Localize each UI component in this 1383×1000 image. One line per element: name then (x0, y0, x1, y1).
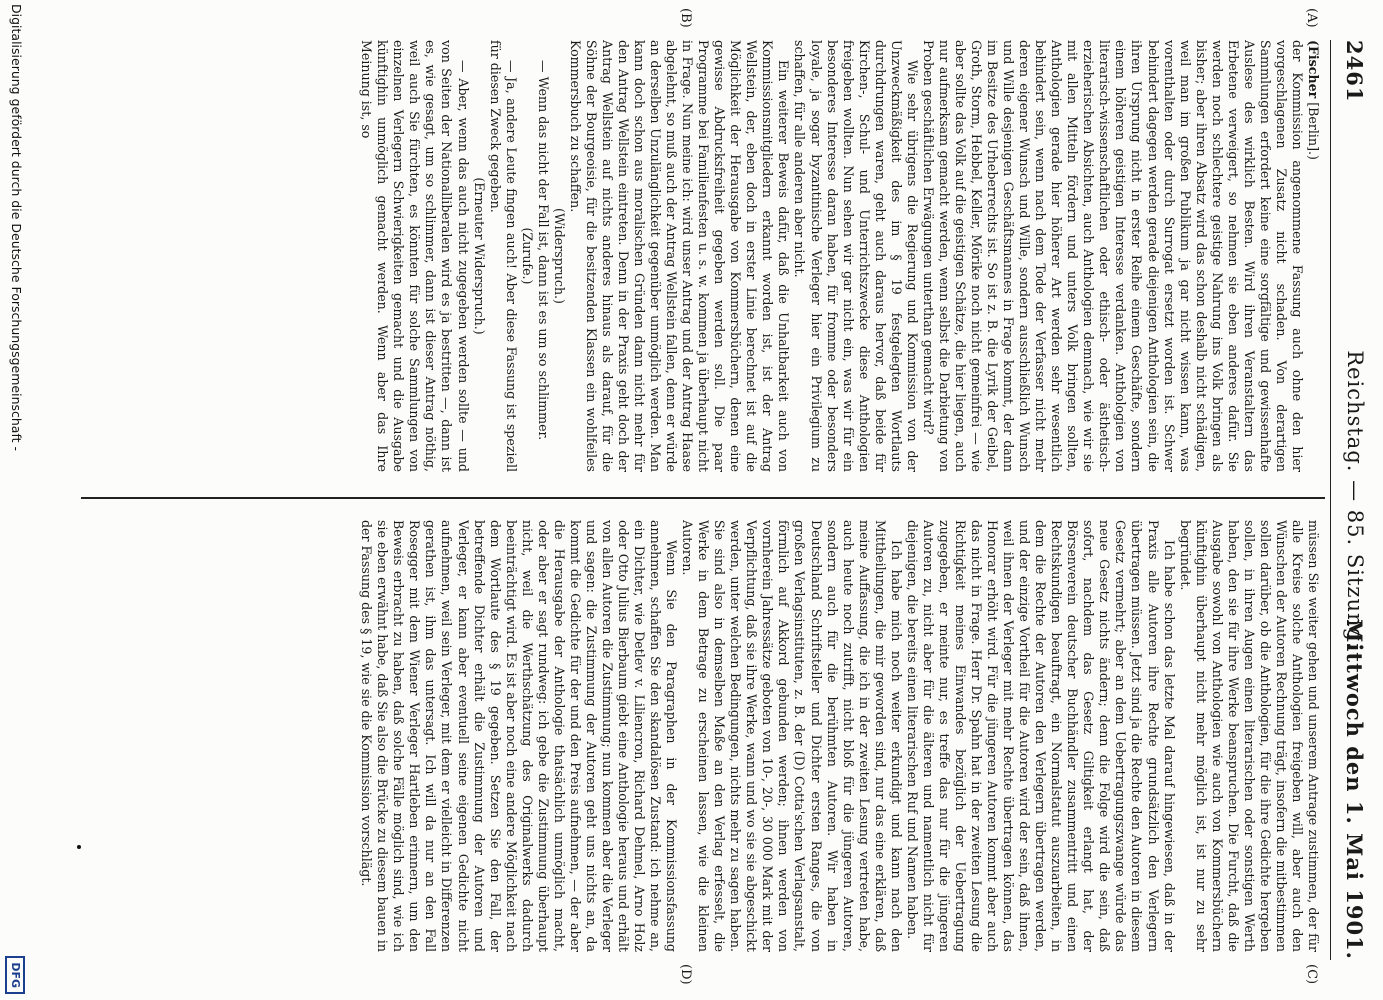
interjection: (Widerspruch.) (551, 208, 567, 304)
paragraph: müssen Sie weiter gehen und unserem Antrage zustimmen, der für alle Kreise solche Anthologien freigeben will, aber auch den Wünschen der Autoren Rechnung trägt, insofern die mitbestimmen sollen darüber, ob die Anthologien, für die ihre Gedichte hergeben sollen, in ihren Augen einen literarischen oder sonstigen Werth haben, den sie für ihre Werke beanspruchen. Die Furcht, daß die Ausgabe sowohl von Anthologien wie auch von Kommersbüchern künftighin überhaupt nicht mehr möglich ist, ist nur zu sehr begründet. (1177, 520, 1321, 952)
speaker-line (1305, 40, 1321, 472)
session-date: Mittwoch den 1. Mai 1901. (1342, 619, 1367, 960)
right-column (81, 520, 1321, 952)
paragraph: Wie sehr übrigens die Regierung und Kommission von der Unzweckmäßigkeit des im § 19 festgelegten Wortlauts durchdrungen waren, geht auch daraus hervor, daß beide für Kirchen-, Schul- und Unterrichtszwecke diese Anthologien freigeben wollten. Nun sehen wir gar nicht ein, was wir für ein besonderes Interesse daran haben, für fromme oder besonders loyale, ja sogar byzantinische Verleger hier ein Privilegium zu schaffen, für alle anderen aber nicht. (792, 40, 920, 472)
dfg-logo: DFG (5, 956, 25, 994)
session-title: Reichstag. — 85. Sitzung. (1343, 350, 1367, 650)
interjection: (Erneuter Widerspruch.) (471, 177, 487, 335)
paragraph: Ich habe mich noch weiter erkundigt und kann nach den Mittheilungen, die mir geworden sind, nur das eine erklären, daß meine Auffassung, die ich in der zweiten Lesung vertreten habe, auch heute noch zutrifft, nicht bloß für die jüngeren Autoren, sondern auch für die berühmten Autoren. Wir haben in Deutschland Schriftsteller und Dichter ersten Ranges, die von großen Verlagsinstituten, z. B. der (D) Cotta'schen Verlagsanstalt, förmlich auf Akkord gebunden werden; ihnen werden von vornherein Jahressätze geboten von 10-, 20-, 30 000 Mark mit der Verpflichtung, daß sie ihre Werke, wann und wo sie sie abgeschickt werden, unter welchen Bedingungen, nichts mehr zu sagen haben. Sie sind also in demselben Maße an den Verlag erfesselt, die Werke in dem Betrage zu erscheinen lassen, wie die kleinen Autoren. (680, 520, 904, 952)
paragraph: Wenn Sie den Paragraphen in der Kommissionsfassung annehmen, schaffen Sie den skandalösen Zustand: ich nehme an, ein Dichter, wie Detlev v. Liliencron, Richard Dehmel, Arno Holz oder Otto Julius Bierbaum giebt eine Anthologie heraus und erhält von allen Autoren die Zustimmung; nun kommen aber die Verleger und sagen: die Zustimmung der Autoren geht uns nichts an, da kommt die Gedichte für der und den Preis aufnehmen, — der aber die Herausgabe der Anthologie thatsächlich unmöglich macht, oder aber er sagt rundweg: ich gebe die Zustimmung überhaupt nicht, weil die Werthschätzung des Originalwerks dadurch beeinträchtigt wird. Es ist aber noch eine andere Möglichkeit nach dem Wortlaute des § 19 gegeben. Setzen Sie den Fall, der betreffende Dichter erhält die Zustimmung der Autoren und Verleger, er kann aber eventuell seine eigenen Gedichte nicht aufnehmen, weil sein Verleger, mit dem er vielleicht in Differenzen gerathen ist, ihm das untersagt. Ich will da nur an den Fall Rosegger mit dem Wiener Verleger Hartleben erinnern, um den Beweis erbracht zu haben, daß solche Fälle möglich sind, wie ich sie eben erwähnt habe, daß Sie also die Brücke zu diesem bauen in der Fassung des § 19, wie sie die Kommission vorschlägt. (359, 520, 680, 952)
paragraph: — Wenn das nicht der Fall ist, dann ist es um so schlimmer. (535, 60, 551, 441)
paragraph: Ich habe schon das letzte Mal darauf hingewiesen, daß in der Praxis alle Autoren ihre Rechte grundsätzlich den Verlegern übertragen müssen. Jetzt sind ja die Rechte den Autoren in diesem Gesetz vermehrt; aber an dem Uebertragungszwange würde das neue Gesetz nichts ändern; denn die Folge wird die sein, daß sofort, nachdem das Gesetz Giltigkeit erlangt hat, der Börsenverein deutscher Buchhändler zusammentritt und einen Rechtskundigen beauftragt, ein Normalstatut auszuarbeiten, in dem die Rechte der Autoren den Verlegern übertragen werden, und der einzige Vortheil für die Autoren wird der sein, daß ihnen, weil ihnen der Verleger mit mehr Rechte übertragen können, das Honorar erhöht wird. Für die jüngeren Autoren kommt aber auch das nicht in Frage. Herr Dr. Spahn hat in der zweiten Lesung die Richtigkeit meines Einwandes bezüglich der Uebertragung zugegeben, er meinte nur, es treffe das nur für die jüngeren Autoren zu, nicht aber für die älteren und namentlich nicht für diejenigen, die bereits einen literarischen Ruf und Namen haben. (904, 520, 1177, 952)
column-divider (81, 497, 1325, 499)
speaker-place: [Berlin].) (1306, 102, 1321, 160)
digitization-footer (5, 0, 27, 1000)
margin-mark-a: (A) (1304, 8, 1319, 28)
left-column (81, 40, 1321, 472)
interjection: (Zurufe.) (519, 227, 535, 285)
paragraph: der Kommission angenommene Fassung auch ohne den hier vorgeschlagenen Zusatz nicht schaden. Von derartigen Sammlungen erfordert keine eine sorgfältige und gewissenhafte Auslese des wirklich Besten. Wird ihren Veranstaltern das Erbetene verweigert, so nehmen sie eben anderes dafür. Sie werden noch schlechtere geistige Nahrung ins Volk bringen als bisher; aber ihren Absatz wird das schon deshalb nicht schädigen, weil man im großen Publikum ja gar nicht wissen kann, was vorenthalten oder durch Surrogat ersetzt worden ist. Schwer behindert dagegen werden gerade diejenigen Anthologien sein, die ihren Ursprung nicht in erster Reihe einem Geschäfte, sondern einem höheren geistigen Interesse verdanken. Anthologien von literarisch-wissenschaftlichen oder ethisch- oder ästhetisch-erzieherischen Absichten, auch Anthologien demnach, wie wir sie mit allen Mitteln fördern und unters Volk bringen sollten, Anthologien gerade hier höherer Art werden sehr wesentlich behindert sein, wenn nach dem Tode der Verfasser nicht mehr deren eigener Wunsch und Wille, sondern ausschließlich Wunsch und Wille desjenigen Geschäftsmannes in Frage kommt, der dann im Besitze des Urheberrechts ist. So ist z. B. die Lyrik der Geibel, Groth, Storm, Hebbel, Keller, Mörike noch nicht gemeinfrei — wie aber sollte das Volk auf die geistigen Schätze, die hier liegen, auch nur aufmerksam gemacht werden, wenn selbst die Darbietung von Proben geschäftlichen Erwägungen unterthan gemacht wird? (920, 40, 1305, 472)
paragraph: — Aber, wenn das auch nicht zugegeben werden sollte — und von Seiten der Nationalliberalen wird es ja bestritten —, dann ist es, wie gesagt, um so schlimmer, dann ist dieser Antrag nöthig, weil auch Sie fürchten, es könnten für solche Sammlungen von einzelnen Verlegern Schwierigkeiten gemacht und die Ausgabe künftighin unmöglich gemacht werden. Wenn aber das Ihre Meinung ist, so (359, 40, 471, 472)
speaker-name: (Fischer (1306, 40, 1321, 99)
margin-mark-c: (C) (1304, 964, 1319, 985)
page-number: 2461 (1342, 40, 1367, 103)
funding-credit: Digitalisierung gefördert durch die Deutsche Forschungsgemeinschaft - (9, 4, 24, 452)
page-header (1330, 40, 1375, 960)
ink-dot (77, 845, 81, 849)
paragraph: Ein weiterer Beweis dafür, daß die Unhaltbarkeit auch von Kommissionsmitgliedern erkannt worden ist, ist der Antrag Wellstein, der, eben doch in erster Linie berechnet ist auf die Möglichkeit der Herausgabe von Kommersbüchern, denen eine gewisse Abdrucksfreiheit gegeben werden soll. Die paar Programme bei Familienfesten u. s. w. kommen ja überhaupt nicht in Frage. Nun meine ich: wird unser Antrag und der Antrag Haase abgelehnt, so muß auch der Antrag Wellstein fallen, denn er würde an derselben Unzulänglichkeit gegenüber unmöglich werden. Man kann doch schon aus moralischen Gründen dann nicht mehr für den Antrag Wellstein eintreten. Denn in der Praxis geht doch der Antrag Wellstein auf nichts anderes hinaus als darauf, für die Söhne der Bourgeoisie, für die besitzenden Klassen ein wohlfeiles Kommersbuch zu schaffen. (567, 40, 792, 472)
paragraph: — Ja, andere Leute fingen auch! Aber diese Fassung ist speziell für diesen Zweck gegeben. (487, 40, 519, 472)
margin-mark-b: (B) (678, 8, 693, 28)
margin-mark-d: (D) (678, 964, 693, 985)
